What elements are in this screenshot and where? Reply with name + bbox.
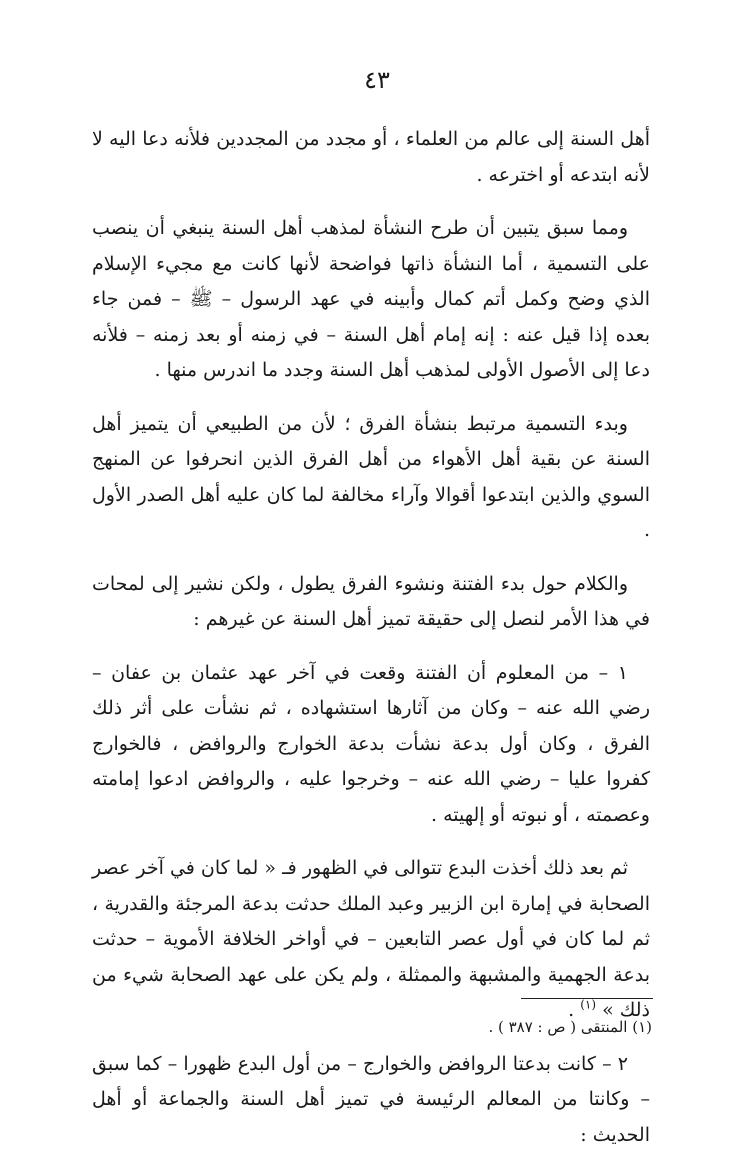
footnote-separator	[521, 998, 653, 999]
paragraph-6	[92, 851, 650, 1029]
paragraph-6-tail: .	[568, 999, 575, 1021]
paragraph-1: أهل السنة إلى عالم من العلماء ، أو مجدد من المجددين فلأنه دعا اليه لا لأنه ابتدعه أو اخترعه .	[92, 128, 650, 186]
paragraph-3: وبدء التسمية مرتبط بنشأة الفرق ؛ لأن من الطبيعي أن يتميز أهل السنة عن بقية أهل الأهواء من أهل الفرق الذين انحرفوا عن المنهج السوي والذين ابتدعوا أقوالا وآراء مخالفة لما كان عليه أهل الصدر الأول .	[92, 412, 650, 541]
paragraph-5: ١ – من المعلوم أن الفتنة وقعت في آخر عهد عثمان بن عفان – رضي الله عنه – وكان من آثارها استشهاده ، ثم نشأت على أثر ذلك الفرق ، وكان أول بدعة نشأت بدعة الخوارج والروافض ، فالخوارج كفروا عليا – رضي الله عنه – وخرجوا عليه ، والروافض ادعوا إمامته وعصمته ، أو نبوته أو إلهيته .	[92, 661, 650, 826]
paragraph-4: والكلام حول بدء الفتنة ونشوء الفرق يطول ، ولكن نشير إلى لمحات في هذا الأمر لنصل إلى حقيقة تميز أهل السنة عن غيرهم :	[92, 572, 650, 630]
paragraph-7: ٢ – كانت بدعتا الروافض والخوارج – من أول البدع ظهورا – كما سبق – وكانتا من المعالم الرئيسة في تميز أهل السنة والجماعة أو أهل الحديث :	[92, 1052, 650, 1146]
paragraph-2: ومما سبق يتبين أن طرح النشأة لمذهب أهل السنة ينبغي أن ينصب على التسمية ، أما النشأة ذاتها فواضحة لأنها كانت مع مجيء الإسلام الذي وضح وكمل أتم كمال وأبينه في عهد الرسول – ﷺ – فمن جاء بعده إذا قيل عنه : إنه إمام أهل السنة – في زمنه أو بعد زمنه – فلأنه دعا إلى الأصول الأولى لمذهب أهل السنة وجدد ما اندرس منها .	[92, 217, 650, 381]
footnote-reference[interactable]: (١)	[580, 997, 597, 1012]
body-text	[92, 122, 650, 1171]
paragraph-6-text: ثم بعد ذلك أخذت البدع تتوالى في الظهور فـ « لما كان في آخر عصر الصحابة في إمارة ابن الزبير وعبد الملك حدثت بدعة المرجئة والقدرية ، ثم لما كان في أول عصر التابعين – في أواخر الخلافة الأموية – حدثت بدعة الجهمية والمشبهة والممثلة ، ولم يكن على عهد الصحابة شيء من ذلك »	[92, 857, 650, 1021]
page-number: ٤٣	[364, 66, 390, 94]
footnote: (١) المنتقى ( ص : ٣٨٧ ) .	[488, 1018, 652, 1036]
